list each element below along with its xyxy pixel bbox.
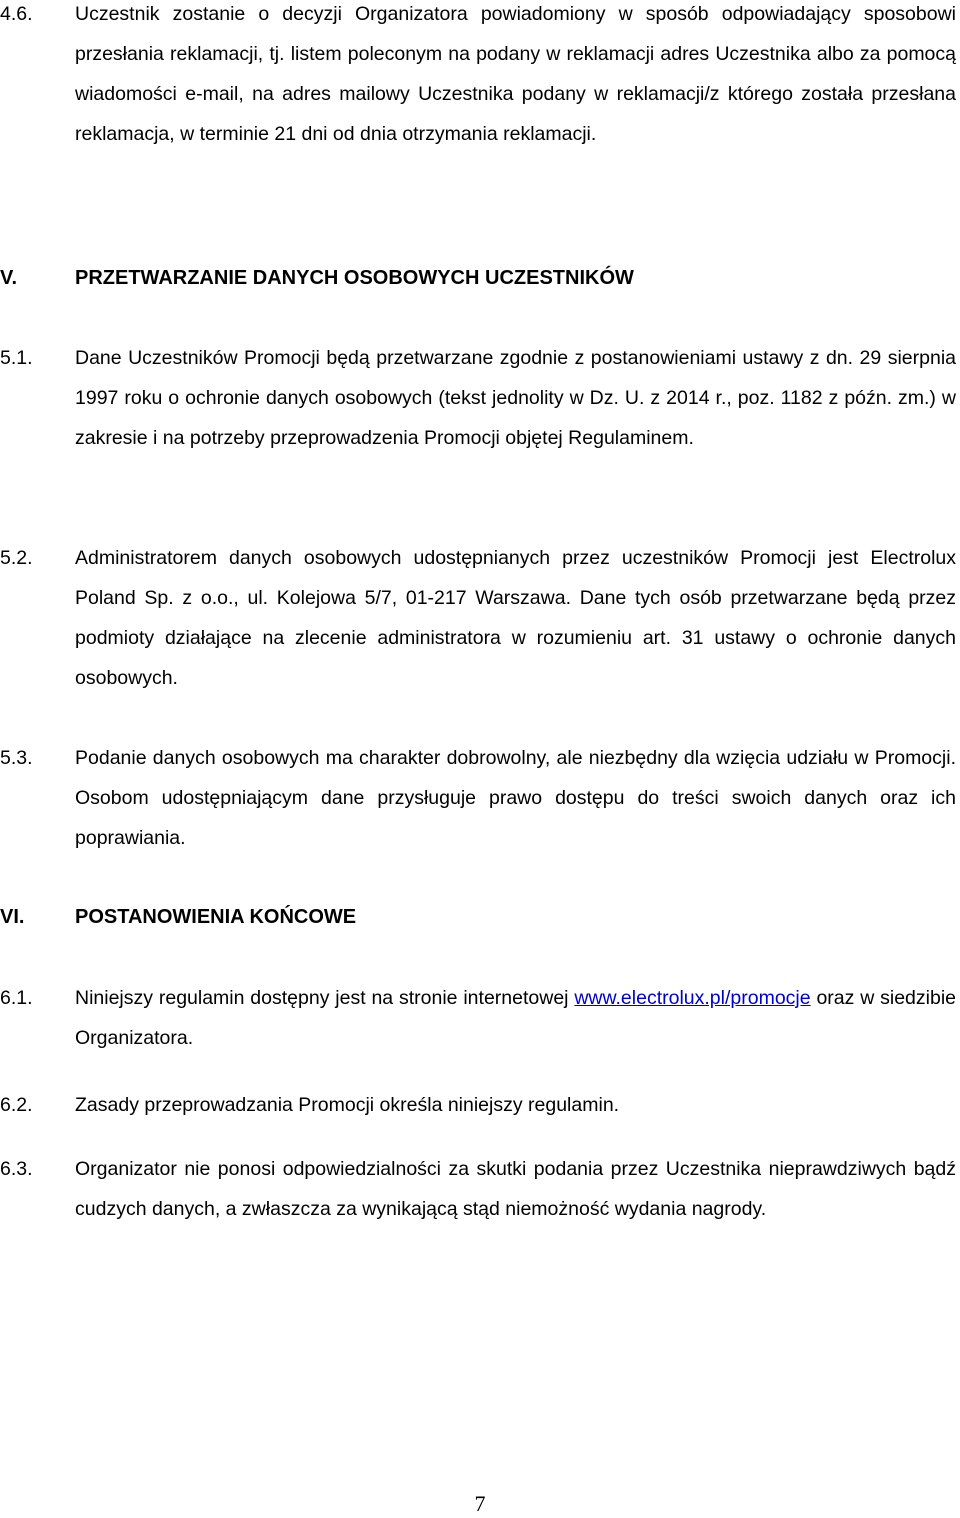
clause-number: 6.3.: [0, 1158, 33, 1180]
clause-text: Administratorem danych osobowych udostępnianych przez uczestników Promocji jest Electrolux Poland Sp. z o.o., ul. Kolejowa 5/7, 01-217 Warszawa. Dane tych osób przetwarzane będą przez podmioty działające na zlecenie administratora w rozumieniu art. 31 ustawy o ochronie danych osobowych.: [75, 547, 956, 689]
section-number: V.: [0, 267, 18, 289]
clause-number: 5.3.: [0, 747, 33, 769]
promotion-website-link[interactable]: www.electrolux.pl/promocje: [574, 987, 811, 1009]
section-title: POSTANOWIENIA KOŃCOWE: [75, 906, 357, 928]
clause-text: Dane Uczestników Promocji będą przetwarzane zgodnie z postanowieniami ustawy z dn. 29 sierpnia 1997 roku o ochronie danych osobowych (tekst jednolity w Dz. U. z 2014 r., poz. 1182 z późn. zm.) w zakresie i na potrzeby przeprowadzenia Promocji objętej Regulaminem.: [75, 347, 956, 449]
clause-text-after-link: oraz w siedzibie Organizatora.: [75, 987, 957, 1049]
clause-number: 6.2.: [0, 1094, 33, 1116]
clause-number: 6.1.: [0, 987, 33, 1009]
clause-number: 5.2.: [0, 547, 33, 569]
clause-number: 5.1.: [0, 347, 33, 369]
clause-text: Zasady przeprowadzania Promocji określa niniejszy regulamin.: [75, 1094, 620, 1116]
clause-text: Uczestnik zostanie o decyzji Organizatora powiadomiony w sposób odpowiadający sposobowi przesłania reklamacji, tj. listem poleconym na podany w reklamacji adres Uczestnika albo za pomocą wiadomości e-mail, na adres mailowy Uczestnika podany w reklamacji/z którego została przesłana reklamacja, w terminie 21 dni od dnia otrzymania reklamacji.: [75, 3, 956, 145]
section-title: PRZETWARZANIE DANYCH OSOBOWYCH UCZESTNIKÓW: [75, 267, 634, 289]
clause-text: Podanie danych osobowych ma charakter dobrowolny, ale niezbędny dla wzięcia udziału w Promocji. Osobom udostępniającym dane przysługuje prawo dostępu do treści swoich danych oraz ich poprawiania.: [75, 747, 956, 849]
page-number: 7: [474, 1491, 486, 1516]
clause-text-before-link: Niniejszy regulamin dostępny jest na stronie internetowej: [75, 987, 575, 1009]
clause-number: 4.6.: [0, 3, 33, 25]
clause-text: [75, 978, 956, 1058]
section-number: VI.: [0, 906, 25, 928]
clause-text: Organizator nie ponosi odpowiedzialności za skutki podania przez Uczestnika nieprawdziwych bądź cudzych danych, a zwłaszcza za wynikającą stąd niemożność wydania nagrody.: [75, 1158, 956, 1220]
